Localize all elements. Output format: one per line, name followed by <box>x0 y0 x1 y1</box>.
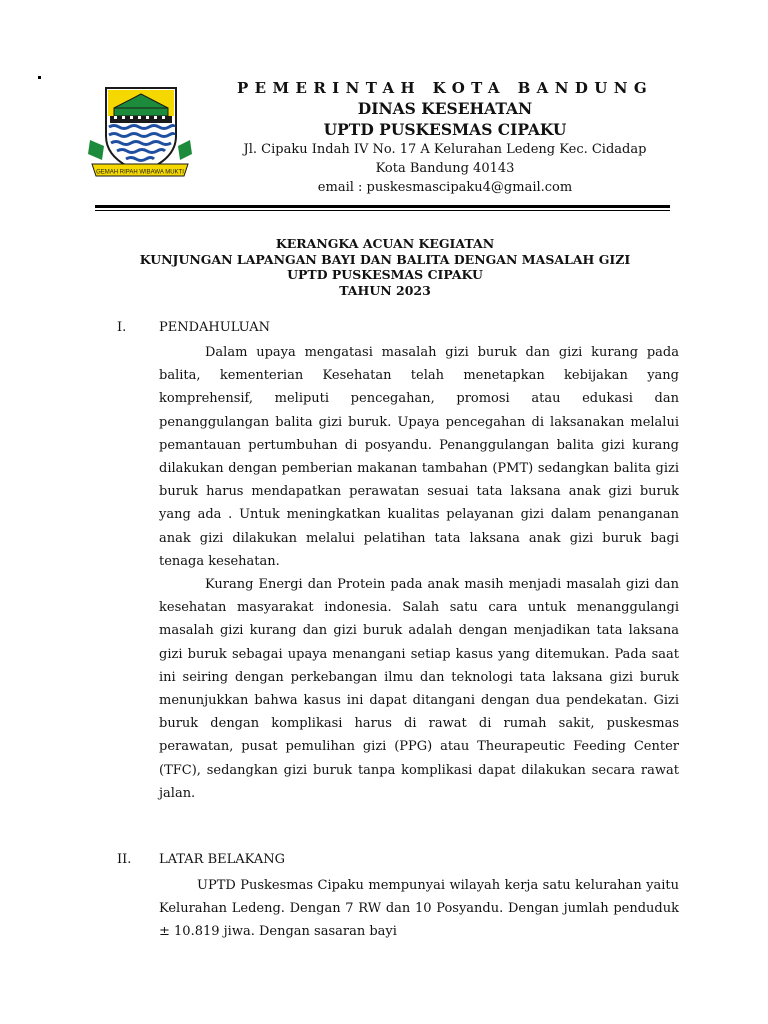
title-line-3: UPTD PUSKESMAS CIPAKU <box>287 267 483 282</box>
letterhead-rule-thin <box>95 210 670 211</box>
title-line-4: TAHUN 2023 <box>339 282 431 298</box>
section-2-heading <box>117 852 285 868</box>
letterhead-government: PEMERINTAH KOTA BANDUNG <box>236 79 654 97</box>
stray-dot <box>38 76 41 79</box>
letterhead-address: Jl. Cipaku Indah IV No. 17 A Kelurahan Ledeng Kec. Cidadap <box>243 142 647 157</box>
title-line-2: KUNJUNGAN LAPANGAN BAYI DAN BALITA DENGAN MASALAH GIZI <box>139 251 631 267</box>
letterhead-rule-thick <box>95 205 670 208</box>
section-1-paragraph-1: Dalam upaya mengatasi masalah gizi buruk dan gizi kurang pada balita, kementerian Kesehatan telah menetapkan kebijakan yang komprehensif, meliputi pencegahan, promosi atau edukasi dan penanggulangan balita gizi buruk. Upaya pencegahan di laksanakan melalui pemantauan pertumbuhan di posyandu. Penanggulangan balita gizi kurang dilakukan dengan pemberian makanan tambahan (PMT) sedangkan balita gizi buruk harus mendapatkan perawatan sesuai tata laksana anak gizi buruk yang ada . Untuk meningkatkan kualitas pelayanan gizi dalam penanganan anak gizi dilakukan melalui pelatihan tata laksana anak gizi buruk bagi tenaga kesehatan. <box>159 345 679 569</box>
letterhead-institution: UPTD PUSKESMAS CIPAKU <box>323 120 567 139</box>
title-line-1: KERANGKA ACUAN KEGIATAN <box>275 236 495 251</box>
section-2-paragraph-1: UPTD Puskesmas Cipaku mempunyai wilayah kerja satu kelurahan yaitu Kelurahan Ledeng. Dengan 7 RW dan 10 Posyandu. Dengan jumlah penduduk ± 10.819 jiwa. Dengan sasaran bayi <box>159 878 679 940</box>
section-1-number: I. <box>117 320 127 335</box>
letterhead-city: Kota Bandung 40143 <box>375 161 515 176</box>
section-1-title: PENDAHULUAN <box>159 320 270 335</box>
section-1-heading <box>117 320 270 336</box>
letterhead-department: DINAS KESEHATAN <box>357 99 533 118</box>
section-1-paragraph-2: Kurang Energi dan Protein pada anak masih menjadi masalah gizi dan kesehatan masyarakat indonesia. Salah satu cara untuk menanggulangi masalah gizi kurang dan gizi buruk adalah dengan menjadikan tata laksana gizi buruk sebagai upaya menangani setiap kasus yang ditemukan. Pada saat ini seiring dengan perkebangan ilmu dan teknologi tata laksana gizi buruk menunjukkan bahwa kasus ini dapat ditangani dengan dua pendekatan. Gizi buruk dengan komplikasi harus di rawat di rumah sakit, puskesmas perawatan, pusat pemulihan gizi (PPG) atau Theurapeutic Feeding Center (TFC), sedangkan gizi buruk tanpa komplikasi dapat dilakukan secara rawat jalan. <box>159 577 679 801</box>
section-2-title: LATAR BELAKANG <box>159 852 285 867</box>
bandung-city-logo <box>84 80 196 180</box>
letterhead-email: email : puskesmascipaku4@gmail.com <box>317 180 573 195</box>
letterhead <box>205 78 685 197</box>
logo-motto: GEMAH RIPAH WIBAWA MUKTI <box>96 169 184 176</box>
document-title <box>100 236 670 298</box>
section-2-number: II. <box>117 852 132 867</box>
